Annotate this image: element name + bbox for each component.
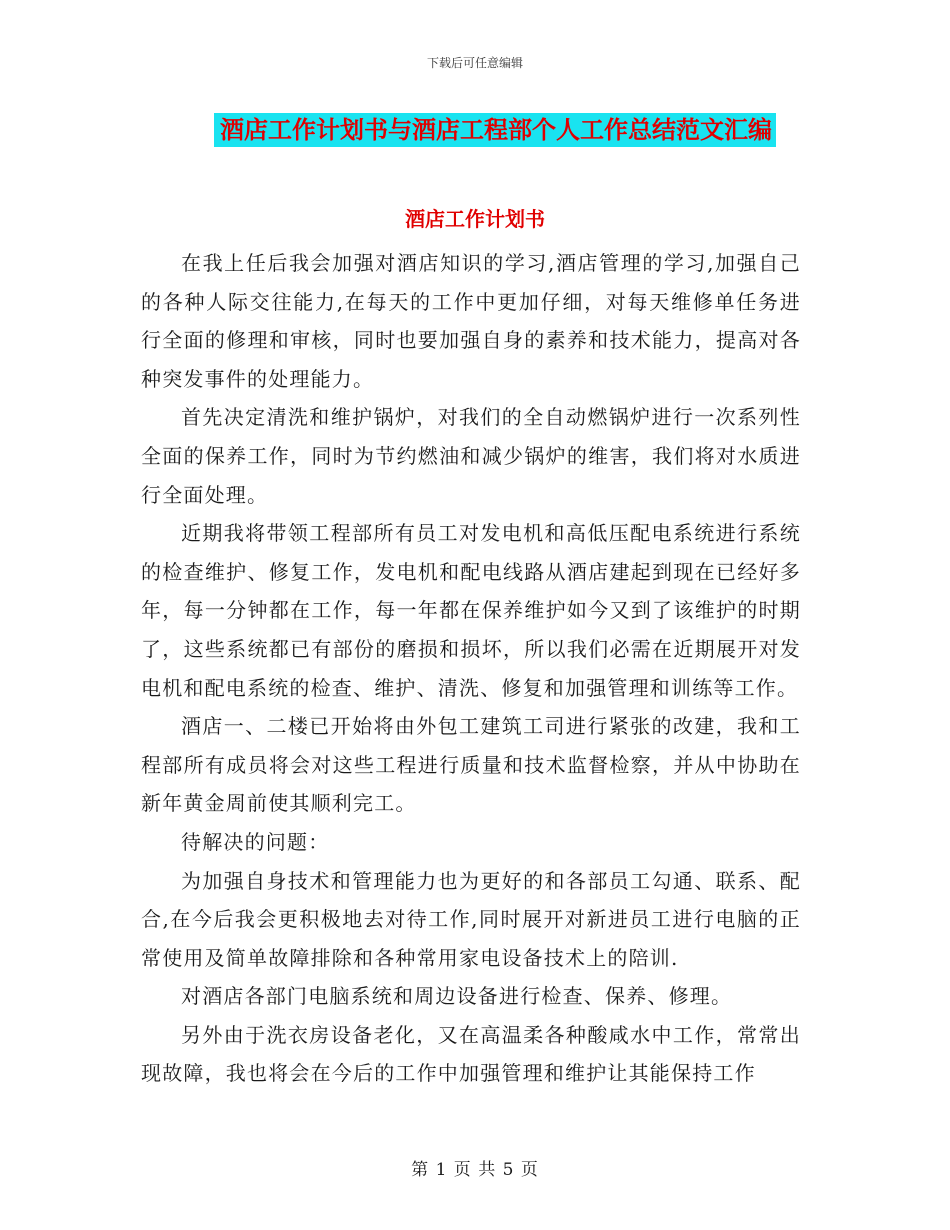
paragraph: 酒店一、二楼已开始将由外包工建筑工司进行紧张的改建，我和工程部所有成员将会对这些工程进行质量和技术监督检察，并从中协助在新年黄金周前使其顺利完工。 xyxy=(141,714,801,816)
paragraph: 近期我将带领工程部所有员工对发电机和高低压配电系统进行系统的检查维护、修复工作，发电机和配电线路从酒店建起到现在已经好多年，每一分钟都在工作，每一年都在保养维护如今又到了该维护的时期了，这些系统都已有部份的磨损和损坏，所以我们必需在近期展开对发电机和配电系统的检查、维护、清洗、修复和加强管理和训练等工作。 xyxy=(141,521,801,700)
section-title: 酒店工作计划书 xyxy=(405,207,545,231)
paragraph: 另外由于洗衣房设备老化，又在高温柔各种酸咸水中工作，常常出现故障，我也将会在今后的工作中加强管理和维护让其能保持工作 xyxy=(141,1022,801,1086)
document-body xyxy=(141,244,801,1093)
page-header: 下载后可任意编辑 xyxy=(426,56,523,70)
document-title: 酒店工作计划书与酒店工程部个人工作总结范文汇编 xyxy=(214,113,776,147)
page-footer: 第 1 页 共 5 页 xyxy=(411,1160,539,1180)
paragraph: 在我上任后我会加强对酒店知识的学习,酒店管理的学习,加强自己的各种人际交往能力,在每天的工作中更加仔细，对每天维修单任务进行全面的修理和审核，同时也要加强自身的素养和技术能力，提高对各种突发事件的处理能力。 xyxy=(141,251,801,391)
paragraph: 对酒店各部门电脑系统和周边设备进行检查、保养、修理。 xyxy=(181,984,733,1009)
paragraph: 首先决定清洗和维护锅炉，对我们的全自动燃锅炉进行一次系列性全面的保养工作，同时为节约燃油和减少锅炉的维害，我们将对水质进行全面处理。 xyxy=(141,405,801,507)
paragraph: 为加强自身技术和管理能力也为更好的和各部员工勾通、联系、配合,在今后我会更积极地去对待工作,同时展开对新进员工进行电脑的正常使用及简单故障排除和各种常用家电设备技术上的陪训. xyxy=(141,868,801,970)
paragraph: 待解决的问题： xyxy=(181,829,330,854)
document-title-container xyxy=(0,113,950,147)
